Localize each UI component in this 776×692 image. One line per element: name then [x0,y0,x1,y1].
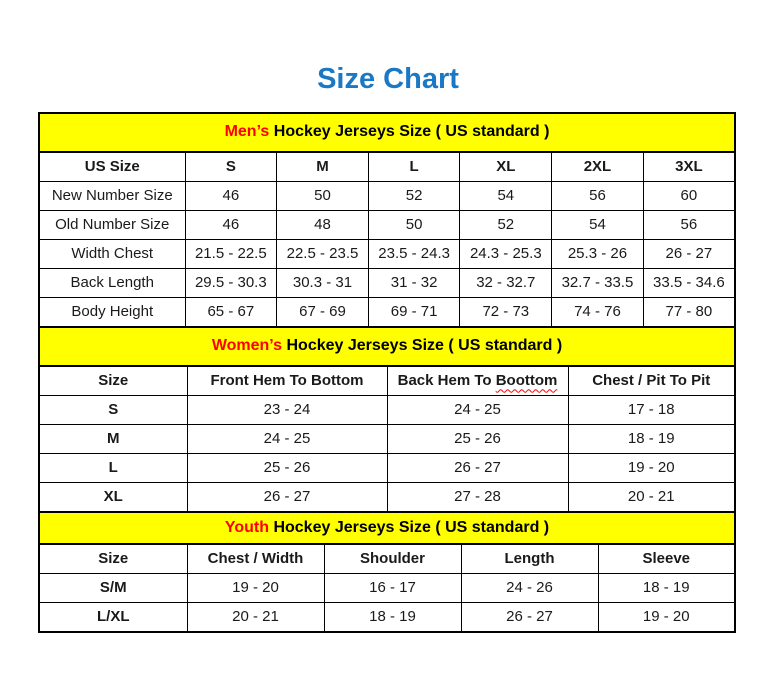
column-header: Size [39,544,187,574]
cell: 69 - 71 [368,297,460,327]
cell: 52 [460,210,552,239]
youth-section-band [38,511,736,545]
column-header: M [277,152,369,182]
cell: 33.5 - 34.6 [643,268,735,297]
womens-band-text: Hockey Jerseys Size ( US standard ) [282,337,563,355]
cell: 26 - 27 [387,453,568,482]
cell: 77 - 80 [643,297,735,327]
womens-band-highlight: Women’s [211,337,283,355]
cell: 50 [368,210,460,239]
cell: 74 - 76 [552,297,644,327]
column-header: XL [460,152,552,182]
row-label: New Number Size [39,181,185,210]
cell: 29.5 - 30.3 [185,268,277,297]
cell: 25 - 26 [387,424,568,453]
column-header: Shoulder [324,544,461,574]
womens-size-table [38,365,736,513]
table-row [39,210,735,239]
mens-size-table [38,151,736,328]
mens-section-band [38,112,736,153]
youth-header-row [39,544,735,574]
misspelled-word-squiggle: Boottom [495,372,558,390]
cell: 26 - 27 [461,602,598,632]
table-row [39,181,735,210]
cell: 54 [460,181,552,210]
cell: 52 [368,181,460,210]
cell: 22.5 - 23.5 [277,239,369,268]
cell: 65 - 67 [185,297,277,327]
cell: 32.7 - 33.5 [552,268,644,297]
column-header: L [368,152,460,182]
cell: 16 - 17 [324,573,461,602]
cell: 54 [552,210,644,239]
cell: 25.3 - 26 [552,239,644,268]
column-header: 3XL [643,152,735,182]
row-label: Body Height [39,297,185,327]
table-row [39,602,735,632]
cell: 19 - 20 [598,602,735,632]
cell: 72 - 73 [460,297,552,327]
youth-band-text: Hockey Jerseys Size ( US standard ) [269,518,550,536]
table-row [39,453,735,482]
column-header: Front Hem To Bottom [187,366,387,396]
cell: 26 - 27 [187,482,387,512]
cell: 46 [185,210,277,239]
table-row [39,424,735,453]
cell: 56 [643,210,735,239]
row-label: M [39,424,187,453]
cell: 18 - 19 [324,602,461,632]
row-label: Old Number Size [39,210,185,239]
row-label: S [39,395,187,424]
cell: 32 - 32.7 [460,268,552,297]
row-label: XL [39,482,187,512]
cell: 25 - 26 [187,453,387,482]
page-title: Size Chart [317,63,459,95]
youth-band-highlight: Youth [224,518,269,536]
cell: 24 - 25 [187,424,387,453]
cell: 23.5 - 24.3 [368,239,460,268]
cell: 20 - 21 [187,602,324,632]
column-header: US Size [39,152,185,182]
column-header: Chest / Width [187,544,324,574]
cell: 19 - 20 [187,573,324,602]
cell: 67 - 69 [277,297,369,327]
cell: 46 [185,181,277,210]
cell: 30.3 - 31 [277,268,369,297]
womens-header-row [39,366,735,396]
cell: 18 - 19 [568,424,735,453]
column-header: Size [39,366,187,396]
column-header: Chest / Pit To Pit [568,366,735,396]
row-label: L [39,453,187,482]
cell: 60 [643,181,735,210]
table-row [39,239,735,268]
table-row [39,268,735,297]
cell: 23 - 24 [187,395,387,424]
row-label: S/M [39,573,187,602]
column-header: 2XL [552,152,644,182]
row-label: Width Chest [39,239,185,268]
cell: 31 - 32 [368,268,460,297]
row-label: Back Length [39,268,185,297]
cell: 21.5 - 22.5 [185,239,277,268]
table-row [39,482,735,512]
womens-section-band [38,326,736,367]
column-header: Length [461,544,598,574]
mens-header-row [39,152,735,182]
cell: 24 - 26 [461,573,598,602]
size-chart [38,112,736,633]
cell: 48 [277,210,369,239]
cell: 50 [277,181,369,210]
cell: 27 - 28 [387,482,568,512]
cell: 26 - 27 [643,239,735,268]
column-header: Sleeve [598,544,735,574]
table-row [39,297,735,327]
mens-band-text: Hockey Jerseys Size ( US standard ) [269,123,550,141]
cell: 24.3 - 25.3 [460,239,552,268]
row-label: L/XL [39,602,187,632]
cell: 18 - 19 [598,573,735,602]
mens-band-highlight: Men’s [224,123,270,141]
cell: 56 [552,181,644,210]
table-row [39,395,735,424]
cell: 20 - 21 [568,482,735,512]
youth-size-table [38,543,736,633]
table-row [39,573,735,602]
cell: 17 - 18 [568,395,735,424]
column-header: S [185,152,277,182]
column-header-text: Back Hem To [397,372,496,390]
column-header [387,366,568,396]
cell: 19 - 20 [568,453,735,482]
cell: 24 - 25 [387,395,568,424]
